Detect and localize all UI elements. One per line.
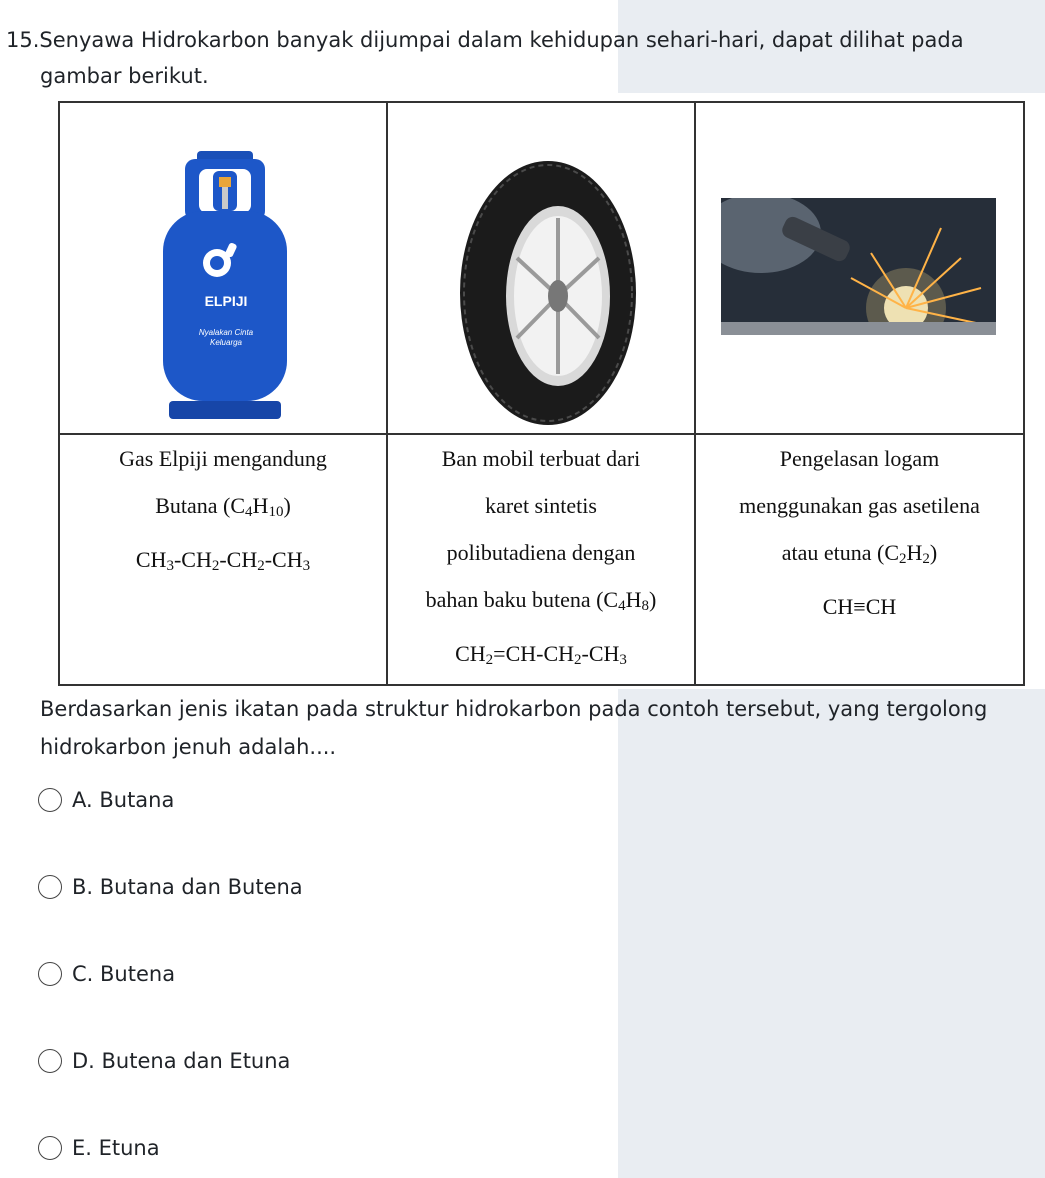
welding-line-1: Pengelasan logam: [779, 446, 940, 471]
subscript: 2: [485, 652, 494, 668]
option-label: A. Butana: [72, 788, 175, 812]
subscript: 4: [618, 598, 626, 614]
subscript: 3: [166, 558, 174, 574]
question-line-1: 15.Senyawa Hidrokarbon banyak dijumpai dalam kehidupan sehari-hari, dapat dilihat pada: [6, 28, 964, 52]
formula-text: ): [929, 540, 938, 565]
instruction-line-2: hidrokarbon jenuh adalah....: [40, 735, 337, 759]
radio-button[interactable]: [38, 1136, 62, 1160]
butena-structure: [388, 630, 694, 684]
subscript: 2: [922, 551, 930, 567]
subscript: 10: [268, 504, 284, 520]
butana-formula-prefix: Butana (C: [155, 493, 246, 518]
formula-text: H: [906, 540, 923, 565]
option-e[interactable]: [38, 1133, 160, 1163]
formula-text: -CH: [219, 547, 258, 572]
option-label: C. Butena: [72, 962, 176, 986]
butana-structure: [60, 536, 386, 590]
elpiji-description: [59, 434, 387, 685]
instruction-line-1: Berdasarkan jenis ikatan pada struktur hidrokarbon pada contoh tersebut, yang tergolong: [40, 697, 988, 721]
hydrocarbon-figure-table: [58, 101, 1025, 686]
formula-text: ): [649, 587, 657, 612]
butena-formula: [388, 576, 694, 630]
option-c[interactable]: [38, 959, 175, 989]
butena-formula-prefix: bahan baku butena (C: [425, 587, 619, 612]
option-label: B. Butana dan Butena: [72, 875, 303, 899]
subscript: 2: [574, 652, 582, 668]
formula-text: -CH: [173, 547, 212, 572]
option-a[interactable]: [38, 785, 174, 815]
subscript: 3: [302, 558, 311, 574]
welding-line-2: menggunakan gas asetilena: [739, 493, 980, 518]
formula-text: ): [283, 493, 291, 518]
formula-text: =CH-CH: [493, 641, 575, 666]
subscript: 2: [257, 558, 265, 574]
formula-text: CH: [135, 547, 167, 572]
option-label: D. Butena dan Etuna: [72, 1049, 291, 1073]
radio-button[interactable]: [38, 962, 62, 986]
etuna-structure: CH≡CH: [822, 594, 897, 619]
formula-text: -CH: [581, 641, 620, 666]
tire-line-1: Ban mobil terbuat dari: [441, 446, 641, 471]
cylinder-tagline: Nyalakan Cinta Keluarga: [198, 328, 254, 347]
tire-image-cell: [387, 102, 695, 434]
subscript: 3: [619, 652, 627, 668]
option-d[interactable]: [38, 1046, 290, 1076]
gas-cylinder-image-cell: [59, 102, 387, 434]
tire-description: [387, 434, 695, 685]
subscript: 2: [211, 558, 220, 574]
subscript: 4: [245, 504, 253, 520]
subscript: 8: [641, 598, 649, 614]
tire-line-2: karet sintetis: [485, 493, 597, 518]
elpiji-line-1: Gas Elpiji mengandung: [119, 446, 327, 471]
welding-image: [721, 198, 996, 335]
cylinder-brand-label: ELPIJI: [204, 293, 248, 309]
welding-description: [695, 434, 1024, 685]
tire-image: [453, 158, 643, 428]
question-line-2: gambar berikut.: [40, 64, 209, 88]
formula-text: CH: [455, 641, 486, 666]
formula-text: H: [252, 493, 269, 518]
formula-text: H: [625, 587, 642, 612]
radio-button[interactable]: [38, 1049, 62, 1073]
formula-text: -CH: [264, 547, 303, 572]
option-label: E. Etuna: [72, 1136, 160, 1160]
subscript: 2: [899, 551, 907, 567]
etuna-formula-prefix: atau etuna (C: [781, 540, 900, 565]
etuna-formula: [696, 529, 1023, 583]
gas-cylinder-image: [155, 151, 295, 421]
tire-line-3: polibutadiena dengan: [446, 540, 636, 565]
option-b[interactable]: [38, 872, 303, 902]
butana-formula: [60, 482, 386, 536]
question-text: [6, 22, 1036, 94]
welding-image-cell: [695, 102, 1024, 434]
radio-button[interactable]: [38, 788, 62, 812]
instruction-text: [40, 690, 1040, 766]
radio-button[interactable]: [38, 875, 62, 899]
